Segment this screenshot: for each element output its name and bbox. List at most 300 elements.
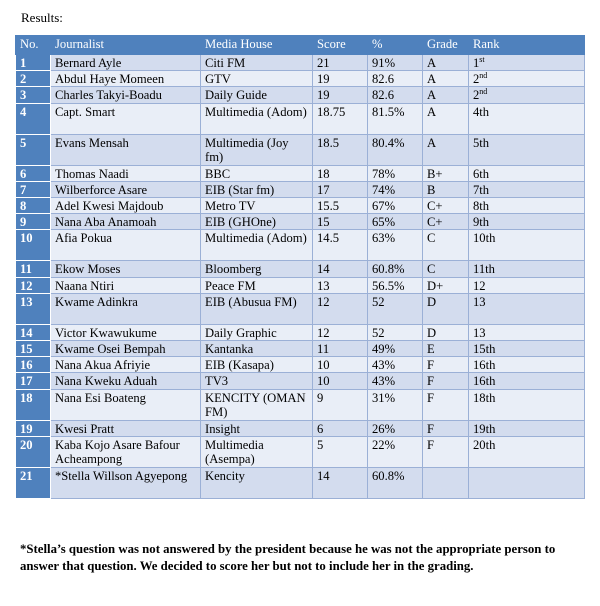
cell-rank [469, 165, 585, 181]
cell-journalist [51, 198, 201, 214]
cell-grade-text: A [427, 104, 437, 119]
cell-percent [368, 55, 423, 71]
cell-score-text: 21 [317, 56, 330, 70]
cell-no-text: 8 [20, 199, 27, 214]
cell-grade [423, 373, 469, 389]
cell-score-text: 14 [317, 262, 330, 277]
cell-score-text: 10 [317, 374, 330, 389]
cell-journalist-text: Nana Akua Afriyie [55, 358, 151, 373]
cell-no [16, 467, 51, 498]
cell-rank-text: 2 [473, 72, 480, 87]
cell-score-text: 5 [317, 437, 324, 452]
cell-media-house-text: EIB (Kasapa) [205, 358, 274, 373]
cell-grade [423, 277, 469, 293]
cell-score-text: 17 [317, 182, 330, 197]
cell-percent-text: 63% [372, 231, 396, 246]
cell-media-house-text: Kantanka [205, 342, 254, 357]
cell-rank-text: 16th [473, 358, 496, 373]
cell-media-house-text: Metro TV [205, 199, 256, 214]
cell-score [313, 71, 368, 87]
cell-score [313, 467, 368, 498]
cell-media-house [201, 261, 313, 277]
rank-suffix: nd [479, 71, 488, 81]
cell-percent-text: 52 [372, 294, 385, 309]
cell-percent [368, 436, 423, 467]
cell-score [313, 134, 368, 165]
cell-journalist-text: Victor Kwawukume [55, 325, 157, 340]
header-grade: Grade [423, 36, 469, 55]
cell-no-text: 1 [20, 56, 27, 70]
cell-no [16, 71, 51, 87]
cell-grade [423, 165, 469, 181]
table-row [16, 103, 585, 134]
cell-rank [469, 214, 585, 230]
cell-score [313, 55, 368, 71]
cell-no-text: 12 [20, 278, 33, 293]
cell-no [16, 134, 51, 165]
cell-percent-text: 82.6 [372, 72, 395, 87]
results-table [15, 35, 585, 499]
cell-media-house [201, 71, 313, 87]
cell-journalist [51, 293, 201, 324]
cell-journalist [51, 181, 201, 197]
cell-score-text: 18 [317, 166, 330, 181]
table-row [16, 55, 585, 71]
cell-grade [423, 420, 469, 436]
cell-rank [469, 436, 585, 467]
cell-grade-text: B [427, 182, 436, 197]
cell-media-house [201, 373, 313, 389]
cell-media-house [201, 389, 313, 420]
cell-rank-text: 11th [473, 262, 495, 277]
cell-rank-text: 8th [473, 199, 490, 214]
cell-media-house-text: KENCITY (OMAN FM) [205, 390, 306, 419]
cell-media-house [201, 55, 313, 71]
cell-media-house-text: Daily Guide [205, 88, 267, 103]
cell-media-house-text: EIB (Star fm) [205, 182, 275, 197]
cell-no [16, 436, 51, 467]
cell-score [313, 436, 368, 467]
cell-rank [469, 181, 585, 197]
cell-percent-text: 60.8% [372, 262, 405, 277]
cell-score-text: 15 [317, 215, 330, 230]
footnote: *Stella’s question was not answered by the president because he was not the appropriate person to answer that question. We decided to score her but not to include her in the grading. [20, 542, 556, 573]
cell-no [16, 277, 51, 293]
cell-percent [368, 373, 423, 389]
table-row [16, 87, 585, 103]
cell-journalist [51, 261, 201, 277]
cell-no-text: 17 [20, 374, 33, 389]
cell-grade-text: C+ [427, 215, 443, 230]
cell-journalist [51, 214, 201, 230]
cell-journalist [51, 55, 201, 71]
cell-grade [423, 181, 469, 197]
cell-rank-text: 18th [473, 390, 496, 405]
cell-percent-text: 81.5% [372, 104, 405, 119]
cell-no [16, 55, 51, 71]
cell-score [313, 165, 368, 181]
cell-journalist [51, 436, 201, 467]
table-row [16, 198, 585, 214]
cell-rank-text: 16th [473, 374, 496, 389]
cell-grade-text: F [427, 437, 435, 452]
cell-score [313, 277, 368, 293]
cell-percent-text: 60.8% [372, 468, 405, 483]
cell-no-text: 4 [20, 104, 27, 119]
cell-percent [368, 198, 423, 214]
cell-grade [423, 134, 469, 165]
cell-no [16, 103, 51, 134]
results-label: Results: [21, 10, 63, 25]
cell-no-text: 19 [20, 421, 33, 436]
cell-percent-text: 82.6 [372, 88, 395, 103]
cell-percent-text: 43% [372, 358, 396, 373]
cell-score [313, 341, 368, 357]
cell-media-house [201, 87, 313, 103]
cell-score [313, 373, 368, 389]
cell-grade-text: C+ [427, 199, 443, 214]
cell-media-house [201, 420, 313, 436]
cell-grade-text: D [427, 325, 437, 340]
cell-grade [423, 261, 469, 277]
table-row [16, 214, 585, 230]
cell-rank [469, 389, 585, 420]
cell-rank-text: 20th [473, 437, 496, 452]
cell-journalist-text: Capt. Smart [55, 104, 116, 119]
cell-media-house [201, 181, 313, 197]
cell-score-text: 6 [317, 421, 324, 436]
cell-grade-text: C [427, 231, 436, 246]
table-row [16, 230, 585, 261]
cell-media-house-text: TV3 [205, 374, 229, 389]
cell-media-house-text: Bloomberg [205, 262, 262, 277]
cell-grade [423, 214, 469, 230]
header-journalist: Journalist [51, 36, 201, 55]
table-row [16, 436, 585, 467]
cell-media-house-text: Multimedia (Joy fm) [205, 135, 289, 164]
cell-rank-text: 15th [473, 342, 496, 357]
cell-journalist-text: Thomas Naadi [55, 166, 129, 181]
cell-journalist [51, 357, 201, 373]
cell-percent [368, 165, 423, 181]
cell-grade [423, 293, 469, 324]
cell-score [313, 198, 368, 214]
cell-percent [368, 277, 423, 293]
cell-score [313, 357, 368, 373]
cell-journalist-text: Charles Takyi-Boadu [55, 88, 162, 103]
cell-rank-text: 4th [473, 104, 490, 119]
cell-rank-text: 19th [473, 421, 496, 436]
cell-rank [469, 373, 585, 389]
cell-score-text: 19 [317, 88, 330, 103]
cell-journalist-text: Evans Mensah [55, 135, 129, 150]
cell-percent [368, 71, 423, 87]
cell-media-house [201, 436, 313, 467]
cell-grade-text: A [427, 72, 437, 87]
cell-score [313, 103, 368, 134]
cell-journalist [51, 71, 201, 87]
cell-journalist-text: Wilberforce Asare [55, 182, 148, 197]
cell-no [16, 389, 51, 420]
cell-journalist-text: Kwame Osei Bempah [55, 342, 166, 357]
header-no: No. [16, 36, 51, 55]
cell-score [313, 420, 368, 436]
cell-media-house-text: Citi FM [205, 56, 246, 70]
header-percent: % [368, 36, 423, 55]
cell-grade-text: F [427, 390, 435, 405]
cell-grade-text: C [427, 262, 436, 277]
cell-grade [423, 357, 469, 373]
cell-grade [423, 389, 469, 420]
header-rank: Rank [469, 36, 585, 55]
cell-rank [469, 55, 585, 71]
cell-media-house-text: Multimedia (Adom) [205, 231, 307, 246]
cell-media-house-text: Peace FM [205, 278, 256, 293]
cell-grade-text: A [427, 135, 437, 150]
cell-score-text: 11 [317, 342, 330, 357]
cell-score-text: 14 [317, 468, 330, 483]
cell-score [313, 324, 368, 340]
cell-grade-text: A [427, 88, 437, 103]
cell-media-house-text: Insight [205, 421, 240, 436]
cell-percent [368, 261, 423, 277]
cell-percent-text: 65% [372, 215, 396, 230]
cell-rank-text: 5th [473, 135, 490, 150]
table-row [16, 261, 585, 277]
cell-percent-text: 80.4% [372, 135, 405, 150]
cell-rank [469, 87, 585, 103]
cell-journalist [51, 467, 201, 498]
cell-no-text: 5 [20, 135, 27, 150]
cell-media-house-text: BBC [205, 166, 231, 181]
cell-no-text: 6 [20, 166, 27, 181]
cell-no [16, 324, 51, 340]
cell-no-text: 7 [20, 182, 27, 197]
table-row [16, 277, 585, 293]
cell-no [16, 293, 51, 324]
cell-media-house [201, 165, 313, 181]
cell-journalist-text: *Stella Willson Agyepong [55, 468, 188, 483]
cell-rank [469, 103, 585, 134]
cell-no-text: 15 [20, 342, 33, 357]
table-row [16, 467, 585, 498]
cell-score [313, 87, 368, 103]
table-row [16, 293, 585, 324]
cell-percent [368, 230, 423, 261]
cell-media-house [201, 198, 313, 214]
cell-media-house-text: Multimedia (Asempa) [205, 437, 264, 467]
cell-rank [469, 71, 585, 87]
cell-journalist-text: Nana Aba Anamoah [55, 215, 157, 230]
rank-suffix: nd [479, 87, 488, 97]
cell-percent-text: 78% [372, 166, 396, 181]
cell-grade-text: D [427, 294, 437, 309]
cell-score-text: 18.5 [317, 135, 340, 150]
cell-journalist [51, 341, 201, 357]
cell-journalist-text: Afia Pokua [55, 231, 113, 246]
cell-no [16, 341, 51, 357]
cell-percent-text: 43% [372, 374, 396, 389]
cell-rank [469, 277, 585, 293]
cell-percent [368, 87, 423, 103]
cell-percent-text: 22% [372, 437, 396, 452]
cell-media-house-text: Daily Graphic [205, 325, 277, 340]
cell-journalist [51, 230, 201, 261]
cell-no-text: 9 [20, 215, 27, 230]
cell-media-house [201, 214, 313, 230]
cell-rank-text: 7th [473, 182, 490, 197]
cell-percent [368, 214, 423, 230]
cell-percent-text: 26% [372, 421, 396, 436]
table-row [16, 165, 585, 181]
cell-grade-text: D+ [427, 278, 444, 293]
cell-grade-text: F [427, 421, 435, 436]
cell-journalist-text: Bernard Ayle [55, 56, 122, 70]
cell-journalist-text: Kwame Adinkra [55, 294, 138, 309]
cell-score-text: 14.5 [317, 231, 340, 246]
cell-rank-text: 9th [473, 215, 490, 230]
cell-no-text: 13 [20, 294, 33, 309]
cell-score-text: 12 [317, 325, 330, 340]
cell-no-text: 3 [20, 88, 27, 103]
cell-rank-text: 1 [473, 56, 480, 70]
header-media-house: Media House [201, 36, 313, 55]
table-row [16, 71, 585, 87]
cell-grade-text: A [427, 56, 437, 70]
cell-rank [469, 420, 585, 436]
table-row [16, 389, 585, 420]
table-header-row [16, 36, 585, 55]
table-row [16, 324, 585, 340]
cell-media-house [201, 341, 313, 357]
cell-percent [368, 103, 423, 134]
cell-grade-text: F [427, 374, 435, 389]
cell-no [16, 261, 51, 277]
cell-media-house [201, 357, 313, 373]
table-row [16, 341, 585, 357]
cell-grade-text: B+ [427, 166, 443, 181]
cell-journalist [51, 87, 201, 103]
cell-score-text: 18.75 [317, 104, 346, 119]
cell-grade-text: E [427, 342, 435, 357]
cell-rank [469, 467, 585, 498]
cell-rank [469, 230, 585, 261]
cell-journalist [51, 134, 201, 165]
cell-media-house [201, 230, 313, 261]
table-row [16, 420, 585, 436]
cell-journalist-text: Nana Kweku Aduah [55, 374, 158, 389]
cell-journalist-text: Abdul Haye Momeen [55, 72, 165, 87]
cell-score [313, 214, 368, 230]
cell-no-text: 16 [20, 358, 33, 373]
cell-no-text: 11 [20, 262, 32, 277]
cell-grade [423, 436, 469, 467]
cell-no-text: 18 [20, 390, 33, 405]
cell-percent-text: 74% [372, 182, 396, 197]
cell-percent-text: 56.5% [372, 278, 405, 293]
table-row [16, 181, 585, 197]
cell-percent-text: 91% [372, 56, 396, 70]
cell-no-text: 20 [20, 437, 33, 452]
cell-percent [368, 341, 423, 357]
cell-media-house-text: Multimedia (Adom) [205, 104, 307, 119]
cell-score-text: 10 [317, 358, 330, 373]
cell-score [313, 389, 368, 420]
cell-no [16, 87, 51, 103]
cell-score-text: 9 [317, 390, 324, 405]
cell-journalist [51, 324, 201, 340]
cell-rank-text: 2 [473, 88, 480, 103]
cell-grade [423, 103, 469, 134]
cell-media-house [201, 134, 313, 165]
cell-score-text: 19 [317, 72, 330, 87]
cell-score [313, 293, 368, 324]
cell-grade [423, 87, 469, 103]
cell-journalist-text: Kaba Kojo Asare Bafour Acheampong [55, 437, 180, 467]
cell-no [16, 198, 51, 214]
cell-media-house [201, 324, 313, 340]
cell-score-text: 15.5 [317, 199, 340, 214]
rank-suffix: st [479, 55, 485, 64]
cell-journalist [51, 165, 201, 181]
cell-rank [469, 341, 585, 357]
cell-media-house-text: EIB (GHOne) [205, 215, 276, 230]
cell-no [16, 181, 51, 197]
cell-no [16, 214, 51, 230]
header-score: Score [313, 36, 368, 55]
cell-rank-text: 13 [473, 325, 486, 340]
cell-score [313, 230, 368, 261]
cell-no-text: 10 [20, 231, 33, 246]
cell-journalist [51, 103, 201, 134]
cell-grade-text: F [427, 358, 435, 373]
cell-score-text: 13 [317, 278, 330, 293]
cell-rank [469, 261, 585, 277]
cell-media-house [201, 277, 313, 293]
cell-journalist-text: Nana Esi Boateng [55, 390, 146, 405]
cell-rank-text: 12 [473, 278, 486, 293]
cell-media-house-text: GTV [205, 72, 231, 87]
cell-rank-text: 13 [473, 294, 486, 309]
cell-score-text: 12 [317, 294, 330, 309]
cell-media-house [201, 103, 313, 134]
cell-rank [469, 293, 585, 324]
cell-percent [368, 324, 423, 340]
cell-no-text: 21 [20, 468, 33, 483]
cell-percent-text: 52 [372, 325, 385, 340]
cell-rank [469, 198, 585, 214]
cell-percent [368, 420, 423, 436]
cell-percent [368, 134, 423, 165]
cell-journalist-text: Naana Ntiri [55, 278, 115, 293]
cell-no [16, 420, 51, 436]
cell-score [313, 261, 368, 277]
cell-journalist [51, 389, 201, 420]
cell-percent [368, 293, 423, 324]
table-row [16, 134, 585, 165]
cell-no [16, 230, 51, 261]
cell-journalist-text: Kwesi Pratt [55, 421, 115, 436]
cell-no-text: 2 [20, 72, 27, 87]
cell-no [16, 373, 51, 389]
cell-journalist [51, 373, 201, 389]
cell-journalist [51, 277, 201, 293]
cell-journalist-text: Adel Kwesi Majdoub [55, 199, 164, 214]
cell-no [16, 165, 51, 181]
cell-journalist-text: Ekow Moses [55, 262, 121, 277]
table-row [16, 373, 585, 389]
cell-score [313, 181, 368, 197]
